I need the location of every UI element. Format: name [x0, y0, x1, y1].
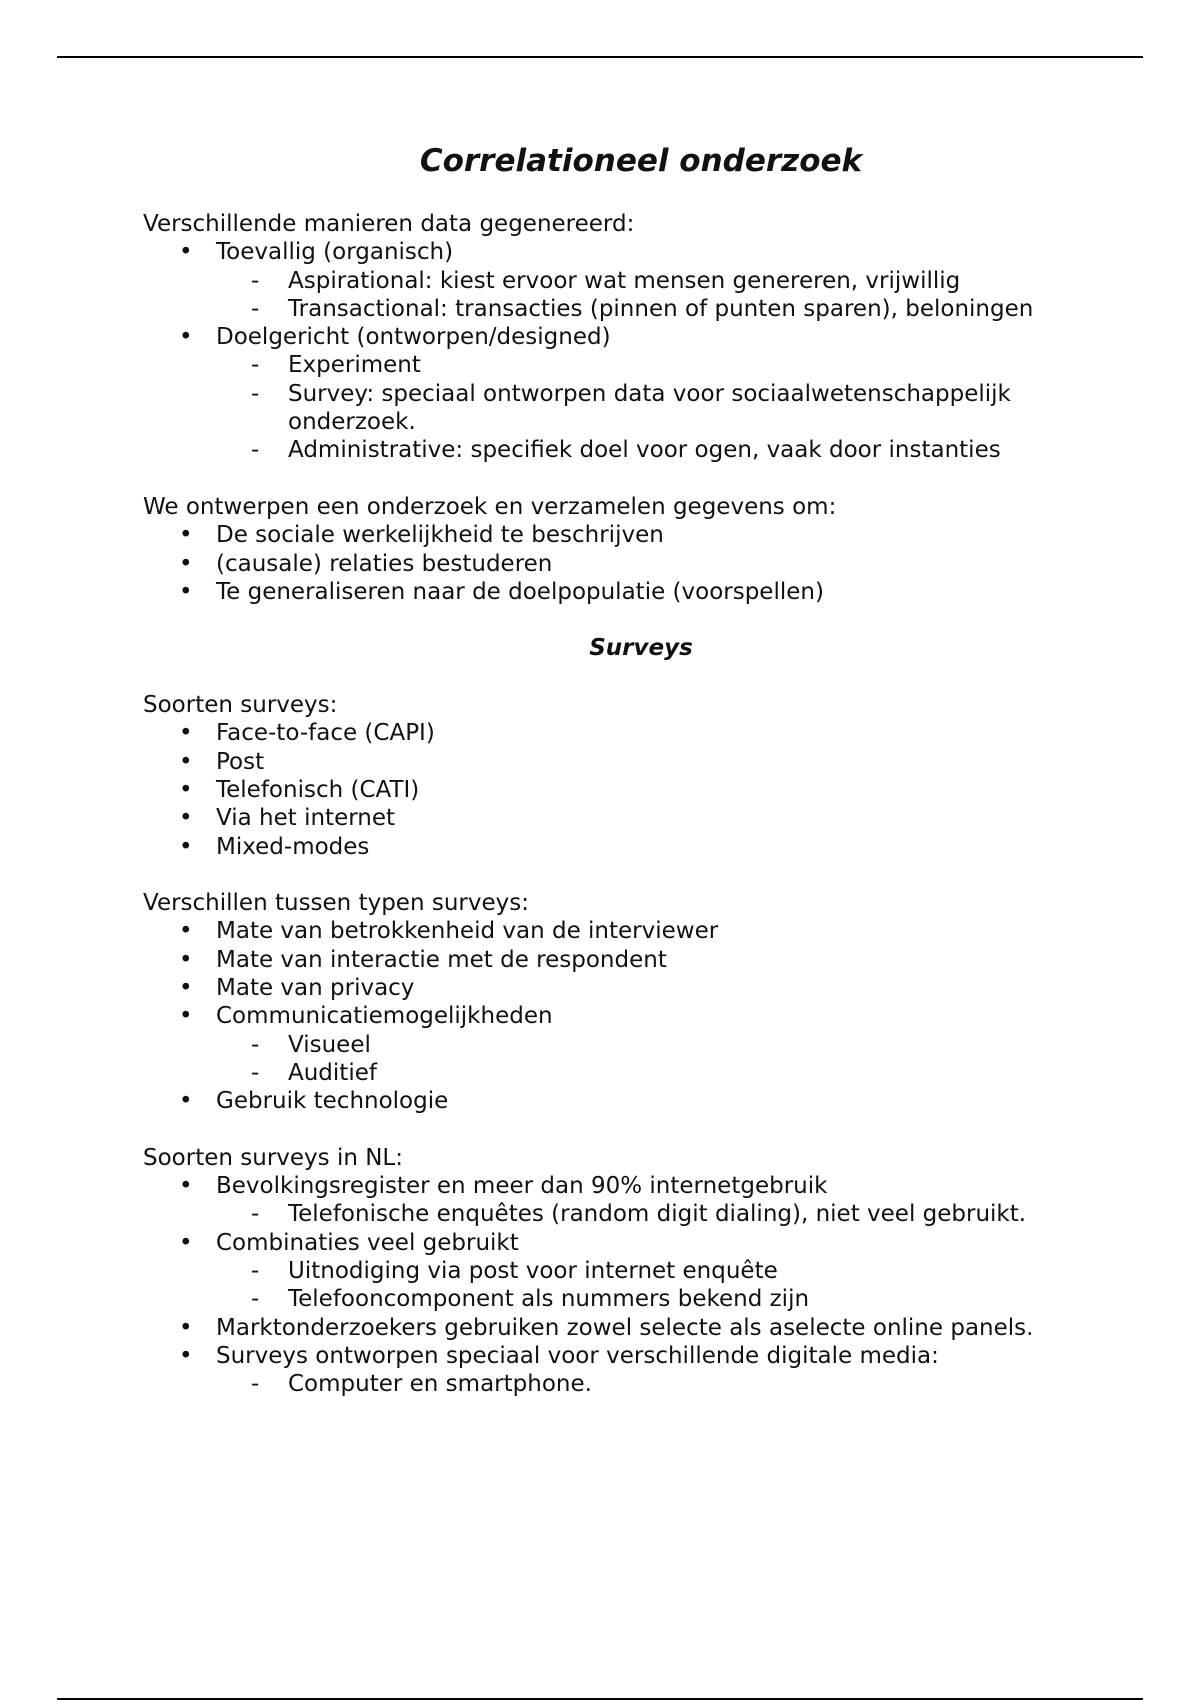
list-item-label: Post — [216, 748, 265, 775]
list-item — [143, 748, 1103, 776]
bullet-marker: • — [179, 975, 193, 1002]
list-item — [143, 917, 1103, 945]
dash-marker: - — [251, 1031, 260, 1058]
list-item-label: Computer en smartphone. — [288, 1371, 592, 1398]
bullet-marker: • — [179, 946, 193, 973]
dash-marker: - — [251, 1371, 260, 1398]
dash-list — [216, 267, 1103, 324]
bullet-list — [143, 719, 1103, 860]
dash-list — [216, 1257, 1103, 1314]
list-item — [143, 1314, 1103, 1342]
list-item — [143, 521, 1103, 549]
list-item — [143, 1342, 1103, 1399]
list-item — [216, 1370, 1103, 1398]
section-heading: Surveys — [589, 635, 693, 662]
list-item — [143, 323, 1103, 464]
list-item — [143, 719, 1103, 747]
dash-marker: - — [251, 1257, 260, 1284]
list-item — [143, 550, 1103, 578]
dash-marker: - — [251, 380, 260, 407]
list-item — [143, 1087, 1103, 1115]
list-item-label: Mate van interactie met de respondent — [216, 946, 667, 973]
list-item-label: Mate van privacy — [216, 975, 415, 1002]
section-intro: Soorten surveys in NL: — [143, 1144, 403, 1171]
list-item-label: Mate van betrokkenheid van de interviewer — [216, 918, 719, 945]
bullet-list — [143, 238, 1103, 464]
list-item-label: Telefonisch (CATI) — [216, 776, 420, 803]
list-item-label: Communicatiemogelijkheden — [216, 1003, 553, 1030]
list-item-label: Transactional: transacties (pinnen of punten sparen), beloningen — [288, 295, 1034, 322]
list-item — [143, 776, 1103, 804]
dash-list — [216, 351, 1103, 464]
dash-marker: - — [251, 295, 260, 322]
dash-list — [216, 1370, 1103, 1398]
section-intro: Verschillende manieren data gegenereerd: — [143, 211, 635, 237]
dash-marker: - — [251, 267, 260, 294]
dash-list — [216, 1200, 1103, 1228]
dash-marker: - — [251, 352, 260, 379]
list-item — [216, 1031, 1103, 1059]
list-item-label: Surveys ontworpen speciaal voor verschillende digitale media: — [216, 1342, 939, 1369]
list-item — [216, 351, 1103, 379]
list-item-label: Administrative: specifiek doel voor ogen, vaak door instanties — [288, 437, 1001, 464]
bullet-list — [143, 917, 1103, 1115]
section-intro: We ontwerpen een onderzoek en verzamelen gegevens om: — [143, 493, 837, 520]
list-item — [143, 974, 1103, 1002]
list-item-label: Te generaliseren naar de doelpopulatie (voorspellen) — [216, 578, 824, 605]
list-item-label: (causale) relaties bestuderen — [216, 550, 553, 577]
bullet-marker: • — [179, 833, 193, 860]
list-item — [216, 436, 1103, 464]
list-item — [143, 1229, 1103, 1314]
list-item-label: Face-to-face (CAPI) — [216, 720, 435, 747]
dash-list — [216, 1031, 1103, 1088]
list-item — [143, 804, 1103, 832]
bullet-marker: • — [179, 1003, 193, 1030]
list-item-label: Aspirational: kiest ervoor wat mensen genereren, vrijwillig — [288, 267, 961, 294]
list-item — [216, 1059, 1103, 1087]
list-item-label: De sociale werkelijkheid te beschrijven — [216, 522, 664, 549]
list-item — [216, 1200, 1103, 1228]
list-item-label: Toevallig (organisch) — [216, 239, 454, 266]
bullet-marker: • — [179, 1088, 193, 1115]
list-item — [143, 1002, 1103, 1087]
list-item — [216, 295, 1103, 323]
list-item — [143, 1172, 1103, 1229]
list-item-label: Marktonderzoekers gebruiken zowel selecte als aselecte online panels. — [216, 1314, 1034, 1341]
section-intro: Verschillen tussen typen surveys: — [143, 890, 529, 917]
list-item-label: Visueel — [288, 1031, 371, 1058]
bullet-marker: • — [179, 805, 193, 832]
list-item — [143, 946, 1103, 974]
list-item-label: Auditief — [288, 1059, 377, 1086]
list-item-label: Telefooncomponent als nummers bekend zijn — [288, 1286, 810, 1313]
bullet-marker: • — [179, 239, 193, 266]
list-item-label: Survey: speciaal ontworpen data voor sociaalwetenschappelijk onderzoek. — [288, 380, 1011, 436]
list-item — [216, 1285, 1103, 1313]
dash-marker: - — [251, 437, 260, 464]
bullet-marker: • — [179, 918, 193, 945]
list-item-label: Via het internet — [216, 805, 396, 832]
bullet-marker: • — [179, 1229, 193, 1256]
bullet-marker: • — [179, 1314, 193, 1341]
bullet-marker: • — [179, 324, 193, 351]
list-item — [216, 380, 1103, 437]
bullet-marker: • — [179, 1342, 193, 1369]
list-item-label: Bevolkingsregister en meer dan 90% internetgebruik — [216, 1173, 828, 1200]
page-content — [143, 140, 1103, 1398]
list-item-label: Uitnodiging via post voor internet enquête — [288, 1257, 778, 1284]
section-intro: Soorten surveys: — [143, 692, 338, 719]
list-item-label: Doelgericht (ontworpen/designed) — [216, 324, 611, 351]
list-item-label: Telefonische enquêtes (random digit dialing), niet veel gebruikt. — [288, 1201, 1027, 1228]
dash-marker: - — [251, 1059, 260, 1086]
list-item — [143, 238, 1103, 323]
bullet-marker: • — [179, 578, 193, 605]
bullet-list — [143, 1172, 1103, 1398]
list-item-label: Gebruik technologie — [216, 1088, 449, 1115]
list-item-label: Mixed-modes — [216, 833, 370, 860]
list-item — [216, 1257, 1103, 1285]
list-item — [216, 267, 1103, 295]
bullet-marker: • — [179, 776, 193, 803]
dash-marker: - — [251, 1286, 260, 1313]
list-item — [143, 578, 1103, 606]
list-item-label: Experiment — [288, 352, 421, 379]
page-title: Correlationeel onderzoek — [419, 143, 863, 179]
bullet-marker: • — [179, 550, 193, 577]
header-rule — [57, 56, 1143, 58]
list-item — [143, 833, 1103, 861]
list-item-label: Combinaties veel gebruikt — [216, 1229, 519, 1256]
bullet-list — [143, 521, 1103, 606]
bullet-marker: • — [179, 522, 193, 549]
dash-marker: - — [251, 1201, 260, 1228]
bullet-marker: • — [179, 720, 193, 747]
bullet-marker: • — [179, 748, 193, 775]
bullet-marker: • — [179, 1173, 193, 1200]
